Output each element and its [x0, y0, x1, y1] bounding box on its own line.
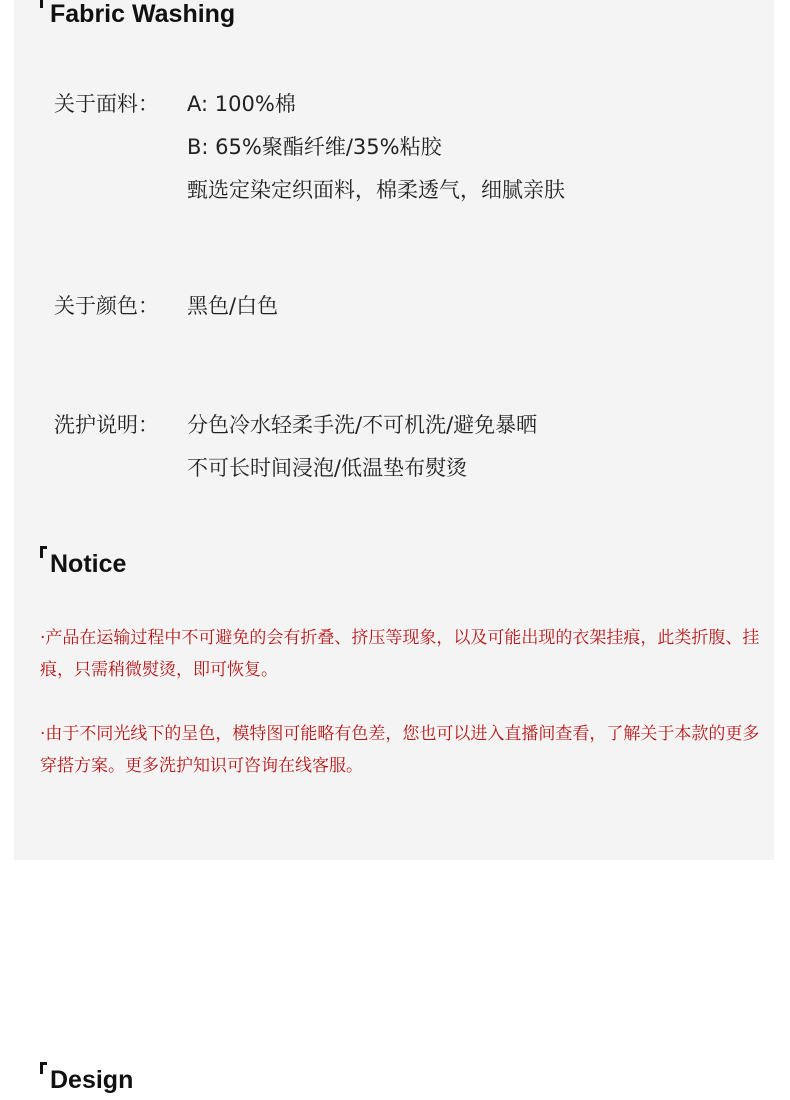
fabric-line: B: 65%聚酯纤维/35%粘胶 — [187, 135, 442, 159]
care-line: 不可长时间浸泡/低温垫布熨烫 — [187, 456, 468, 480]
color-line: 黑色/白色 — [187, 294, 279, 318]
notice-paragraph: ·产品在运输过程中不可避免的会有折叠、挤压等现象，以及可能出现的衣架挂痕，此类折腹、挂痕，只需稍微熨烫，即可恢复。 — [40, 628, 760, 680]
care-values — [187, 404, 537, 490]
color-values — [187, 285, 278, 328]
fabric-washing-heading — [40, 0, 235, 27]
fabric-line: 甄选定染定织面料，棉柔透气，细腻亲肤 — [187, 178, 565, 202]
color-label: 关于颜色： — [54, 294, 159, 318]
notice-paragraph: ·由于不同光线下的呈色，模特图可能略有色差，您也可以进入直播间查看，了解关于本款的更多穿搭方案。更多洗护知识可咨询在线客服。 — [40, 724, 760, 776]
fabric-line: A: 100%棉 — [187, 92, 296, 116]
corner-bracket-icon — [40, 1062, 47, 1074]
design-heading — [40, 1066, 133, 1093]
care-row — [54, 404, 537, 490]
notice-heading — [40, 550, 126, 577]
design-title: Design — [50, 1066, 134, 1094]
notice-title: Notice — [50, 550, 127, 578]
fabric-row — [54, 83, 565, 212]
fabric-label: 关于面料： — [54, 92, 159, 116]
corner-bracket-icon — [40, 546, 47, 558]
color-row — [54, 285, 278, 328]
fabric-washing-title: Fabric Washing — [50, 0, 236, 28]
care-line: 分色冷水轻柔手洗/不可机洗/避免暴晒 — [187, 413, 538, 437]
corner-bracket-icon — [40, 0, 47, 8]
fabric-values — [187, 83, 565, 212]
care-label: 洗护说明： — [54, 413, 159, 437]
